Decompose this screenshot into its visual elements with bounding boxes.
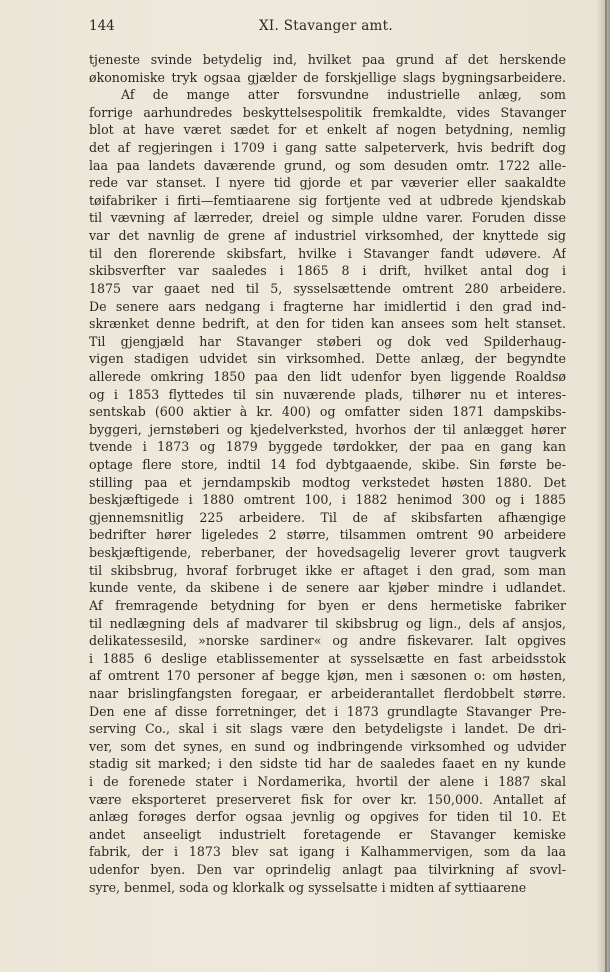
text-line: til den florerende skibsfart, hvilke i Stavanger fandt udøvere. Af [89, 245, 566, 261]
text-line: blot at have været sædet for et enkelt af nogen betydning, nemlig [89, 122, 566, 138]
text-line: allerede omkring 1850 paa den lidt udenfor byen liggende Roaldsø [89, 368, 566, 384]
text-line: naar brislingfangsten foregaar, er arbeiderantallet flerdobbelt større. [89, 685, 566, 701]
text-line: Til gjengjæld har Stavanger støberi og dok ved Spilderhaug- [89, 333, 566, 349]
text-line: delikatessesild, »norske sardiner« og andre fiskevarer. Ialt opgives [89, 633, 566, 649]
text-line: stadig sit marked; i den sidste tid har de saaledes faaet en ny kunde [89, 756, 566, 772]
text-line: var det navnlig de grene af industriel virksomhed, der knyttede sig [89, 228, 566, 244]
text-line: 1875 var gaaet ned til 5, sysselsættende omtrent 280 arbeidere. [89, 280, 566, 296]
text-line: af omtrent 170 personer af begge kjøn, men i sæsonen o: om høsten, [89, 668, 566, 684]
page-edge-line [605, 0, 607, 972]
body-text [89, 51, 566, 896]
text-line: De senere aars nedgang i fragterne har imidlertid i den grad ind- [89, 298, 566, 314]
text-line: til vævning af lærreder, dreiel og simple uldne varer. Foruden disse [89, 210, 566, 226]
text-line: ver, som det synes, en sund og indbringende virksomhed og udvider [89, 738, 566, 754]
text-line: anlæg forøges derfor ogsaa jevnlig og opgives for tiden til 10. Et [89, 809, 566, 825]
text-line: til skibsbrug, hvoraf forbruget ikke er aftaget i den grad, som man [89, 562, 566, 578]
text-line: i de forenede stater i Nordamerika, hvortil der alene i 1887 skal [89, 773, 566, 789]
text-line: til nedlægning dels af madvarer til skibsbrug og lign., dels af ansjos, [89, 615, 566, 631]
text-line: gjennemsnitlig 225 arbeidere. Til de af skibsfarten afhængige [89, 509, 566, 525]
text-line: vigen stadigen udvidet sin virksomhed. Dette anlæg, der begyndte [89, 351, 566, 367]
running-head: XI. Stavanger amt. [259, 18, 393, 34]
text-line: sentskab (600 aktier à kr. 400) og omfatter siden 1871 dampskibs- [89, 404, 566, 420]
text-line: det af regjeringen i 1709 i gang satte salpeterverk, hvis bedrift dog [89, 140, 566, 156]
page-header [89, 18, 565, 40]
text-line: Den ene af disse forretninger, det i 1873 grundlagte Stavanger Pre- [89, 703, 566, 719]
text-line: tvende i 1873 og 1879 byggede tørdokker, der paa en gang kan [89, 439, 566, 455]
text-line: i 1885 6 deslige etablissementer at sysselsætte en fast arbeidsstok [89, 650, 566, 666]
text-line: Af fremragende betydning for byen er dens hermetiske fabriker [89, 597, 566, 613]
text-line: Af de mange atter forsvundne industrielle anlæg, som [121, 87, 566, 103]
text-line: fabrik, der i 1873 blev sat igang i Kalhammervigen, som da laa [89, 844, 566, 860]
text-line: tøifabriker i firti—femtiaarene sig fortjente ved at udbrede kjendskab [89, 192, 566, 208]
text-line: optage flere store, indtil 14 fod dybtgaaende, skibe. Sin første be- [89, 457, 566, 473]
text-line: stilling paa et jerndampskib modtog verkstedet høsten 1880. Det [89, 474, 566, 490]
page-number: 144 [89, 18, 115, 34]
text-line: andet anseeligt industrielt foretagende er Stavanger kemiske [89, 826, 566, 842]
text-line: laa paa landets daværende grund, og som desuden omtr. 1722 alle- [89, 157, 566, 173]
text-line: skibsverfter var saaledes i 1865 8 i drift, hvilket antal dog i [89, 263, 566, 279]
text-line: bedrifter hører ligeledes 2 større, tilsammen omtrent 90 arbeidere [89, 527, 566, 543]
text-line: udenfor byen. Den var oprindelig anlagt paa tilvirkning af svovl- [89, 862, 566, 878]
page-edge-shadow [596, 0, 610, 972]
text-line: syre, benmel, soda og klorkalk og sysselsatte i midten af syttiaarene [89, 879, 527, 895]
text-line: være eksporteret preserveret fisk for over kr. 150,000. Antallet af [89, 791, 566, 807]
text-line: serving Co., skal i sit slags være den betydeligste i landet. De dri- [89, 721, 566, 737]
text-line: økonomiske tryk ogsaa gjælder de forskjellige slags bygningsarbeidere. [89, 69, 566, 85]
text-line: forrige aarhundredes beskyttelsespolitik fremkaldte, vides Stavanger [89, 104, 566, 120]
text-line: skrænket denne bedrift, at den for tiden kan ansees som helt stanset. [89, 316, 566, 332]
text-line: og i 1853 flyttedes til sin nuværende plads, tilhører nu et interes- [89, 386, 566, 402]
text-line: beskjæftigende, reberbaner, der hovedsagelig leverer grovt taugverk [89, 545, 566, 561]
text-line: byggeri, jernstøberi og kjedelverksted, hvorhos der til anlægget hører [89, 421, 566, 437]
text-line: tjeneste svinde betydelig ind, hvilket paa grund af det herskende [89, 52, 566, 67]
text-line: beskjæftigede i 1880 omtrent 100, i 1882 henimod 300 og i 1885 [89, 492, 566, 508]
text-line: kunde vente, da skibene i de senere aar kjøber mindre i udlandet. [89, 580, 566, 596]
text-line: rede var stanset. I nyere tid gjorde et par væverier eller saakaldte [89, 175, 566, 191]
